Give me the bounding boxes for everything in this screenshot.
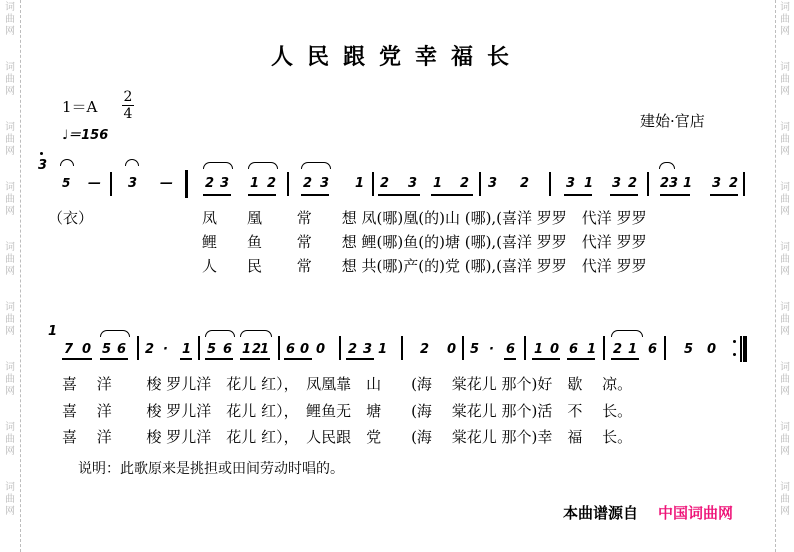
note: 3	[363, 342, 373, 357]
watermark-char: 曲	[780, 434, 790, 445]
watermark-text	[775, 482, 794, 518]
note: 2	[420, 342, 430, 357]
dash: —	[88, 176, 101, 191]
lyric-line-5: 喜 洋 梭 罗儿洋 花儿 红）， 鲤鱼无 塘 (海 棠花儿 那个)活 不 长。	[62, 402, 633, 420]
watermark-char: 词	[5, 122, 15, 133]
note: 5	[207, 342, 217, 357]
note: 0	[550, 342, 560, 357]
note: 1	[378, 342, 388, 357]
bar-line	[479, 172, 481, 196]
note: 1	[587, 342, 597, 357]
note: 1	[260, 342, 270, 357]
watermark-char: 词	[780, 302, 790, 313]
lyric-line-4: 喜 洋 梭 罗儿洋 花儿 红）， 凤凰靠 山 (海 棠花儿 那个)好 歇 凉。	[62, 375, 633, 393]
note: 3	[712, 176, 722, 191]
note: 5	[62, 176, 71, 190]
bar-line	[549, 172, 551, 196]
watermark-char: 网	[5, 86, 15, 97]
watermark-text	[0, 242, 20, 278]
song-origin: 建始·官店	[640, 112, 705, 130]
note: 3	[669, 176, 679, 191]
source-credit	[563, 502, 733, 523]
watermark-char: 网	[5, 206, 15, 217]
bar-line	[743, 172, 745, 196]
watermark-char: 词	[5, 482, 15, 493]
watermark-char: 词	[780, 422, 790, 433]
note: 2	[303, 176, 313, 191]
watermark-char: 网	[5, 446, 15, 457]
note: 0	[82, 342, 92, 357]
dot-note: ·	[163, 342, 168, 357]
watermark-text	[0, 2, 20, 38]
dash: —	[160, 176, 173, 191]
watermark-char: 曲	[5, 14, 15, 25]
fermata	[125, 159, 139, 166]
beam	[504, 358, 516, 360]
note: 2	[205, 176, 215, 191]
slur	[203, 162, 233, 169]
beam	[611, 358, 639, 360]
time-top: 2	[123, 89, 133, 105]
watermark-char: 网	[780, 386, 790, 397]
watermark-char: 词	[5, 182, 15, 193]
note: 1	[584, 176, 594, 191]
note: 1	[242, 342, 252, 357]
note: 3	[612, 176, 622, 191]
watermark-char: 网	[780, 26, 790, 37]
watermark-char: 网	[5, 26, 15, 37]
watermark-char: 网	[5, 146, 15, 157]
note: 2	[628, 176, 638, 191]
note: 2	[252, 342, 262, 357]
watermark-char: 网	[780, 266, 790, 277]
watermark-char: 曲	[5, 374, 15, 385]
note: 6	[117, 342, 127, 357]
beam	[660, 194, 690, 196]
repeat-dot	[733, 353, 736, 356]
watermark-char: 曲	[780, 314, 790, 325]
source-brand-link[interactable]: 中国词曲网	[658, 504, 734, 522]
slur	[240, 330, 272, 337]
slur	[301, 162, 331, 169]
slur	[100, 330, 130, 337]
watermark-char: 曲	[5, 134, 15, 145]
bar-line	[462, 336, 464, 360]
explanation-note: 说明：此歌原来是挑担或田间劳动时唱的。	[78, 461, 344, 477]
watermark-char: 词	[5, 2, 15, 13]
beam	[240, 358, 270, 360]
lyric-line-1: 凤 凰 常 想 凤(哪)凰(的)山 (哪),(喜洋 罗罗 代洋 罗罗	[202, 209, 647, 227]
note: 3	[408, 176, 418, 191]
note: 2	[460, 176, 470, 191]
watermark-char: 网	[780, 86, 790, 97]
repeat-bar	[185, 170, 188, 198]
note: 3	[128, 176, 138, 191]
watermark-char: 曲	[780, 134, 790, 145]
beam	[346, 358, 374, 360]
bar-line	[287, 172, 289, 196]
note: 1	[355, 176, 365, 191]
note: 2	[729, 176, 739, 191]
beam	[205, 358, 233, 360]
bar-line	[278, 336, 280, 360]
note: 3	[320, 176, 330, 191]
bar-line	[372, 172, 374, 196]
key-signature: 1＝A	[62, 98, 98, 116]
note: 6	[648, 342, 658, 357]
quarter-note-icon: ♩	[62, 128, 69, 143]
watermark-char: 网	[780, 146, 790, 157]
beam	[100, 358, 128, 360]
fermata	[659, 162, 675, 169]
note: 3	[566, 176, 576, 191]
watermark-char: 词	[780, 2, 790, 13]
beam	[301, 194, 329, 196]
watermark-char: 曲	[780, 494, 790, 505]
note: 7	[64, 342, 74, 357]
beam	[284, 358, 312, 360]
tempo-value: ＝156	[68, 128, 109, 143]
bar-line	[198, 336, 200, 360]
watermark-char: 词	[780, 362, 790, 373]
watermark-char: 网	[5, 326, 15, 337]
watermark-char: 网	[780, 506, 790, 517]
beam	[567, 358, 595, 360]
beam	[431, 194, 473, 196]
watermark-char: 网	[780, 206, 790, 217]
note: 0	[707, 342, 717, 357]
note: 6	[506, 342, 516, 357]
bar-line	[603, 336, 605, 360]
beam	[564, 194, 592, 196]
note: 2	[348, 342, 358, 357]
notation-staff-1	[0, 150, 794, 200]
watermark-text	[775, 422, 794, 458]
final-bar-thin	[740, 336, 742, 362]
bar-line	[664, 336, 666, 360]
slur	[248, 162, 278, 169]
final-bar-thick	[743, 336, 747, 362]
lyric-line-3: 人 民 常 想 共(哪)产(的)党 (哪),(喜洋 罗罗 代洋 罗罗	[202, 257, 647, 275]
note: 6	[569, 342, 579, 357]
note: 5	[470, 342, 480, 357]
bar-line	[110, 172, 112, 196]
watermark-char: 词	[780, 182, 790, 193]
watermark-char: 曲	[780, 74, 790, 85]
watermark-text	[0, 422, 20, 458]
intro-label: （衣）	[48, 209, 94, 227]
grace-note: 1	[48, 324, 58, 339]
watermark-char: 网	[5, 506, 15, 517]
note: 5	[102, 342, 112, 357]
note: 6	[223, 342, 233, 357]
bar-line	[524, 336, 526, 360]
bar-line	[647, 172, 649, 196]
watermark-char: 词	[5, 242, 15, 253]
source-label: 本曲谱源自	[563, 504, 639, 522]
note: 1	[683, 176, 693, 191]
watermark-char: 词	[780, 62, 790, 73]
watermark-char: 曲	[780, 14, 790, 25]
dot-note: ·	[489, 342, 494, 357]
fermata	[60, 159, 74, 166]
note: 2	[613, 342, 623, 357]
repeat-dot	[733, 340, 736, 343]
watermark-char: 词	[780, 122, 790, 133]
lyric-line-2: 鲤 鱼 常 想 鲤(哪)鱼(的)塘 (哪),(喜洋 罗罗 代洋 罗罗	[202, 233, 647, 251]
beam	[248, 194, 276, 196]
beam	[62, 358, 92, 360]
watermark-char: 曲	[780, 254, 790, 265]
watermark-char: 网	[780, 446, 790, 457]
note: 5	[684, 342, 694, 357]
watermark-char: 曲	[5, 434, 15, 445]
note: 1	[250, 176, 260, 191]
note: 2	[145, 342, 155, 357]
watermark-char: 曲	[5, 254, 15, 265]
beam	[378, 194, 420, 196]
notation-staff-2	[0, 320, 794, 370]
note: 2	[520, 176, 530, 191]
beam	[180, 358, 192, 360]
note: 0	[300, 342, 310, 357]
note: 0	[316, 342, 326, 357]
watermark-char: 曲	[780, 194, 790, 205]
beam	[710, 194, 738, 196]
bar-line	[401, 336, 403, 360]
watermark-text	[775, 242, 794, 278]
watermark-char: 词	[5, 362, 15, 373]
note: 2	[660, 176, 670, 191]
watermark-char: 曲	[5, 74, 15, 85]
note: 1	[433, 176, 443, 191]
watermark-char: 词	[5, 422, 15, 433]
note: 2	[380, 176, 390, 191]
watermark-text	[775, 2, 794, 38]
watermark-char: 词	[5, 62, 15, 73]
watermark-char: 曲	[5, 314, 15, 325]
song-title: 人民跟党幸福长	[270, 45, 523, 70]
watermark-char: 曲	[780, 374, 790, 385]
note: 3	[488, 176, 498, 191]
beam	[532, 358, 560, 360]
beam	[610, 194, 638, 196]
watermark-char: 曲	[5, 194, 15, 205]
beam	[203, 194, 231, 196]
watermark-char: 网	[5, 386, 15, 397]
slur	[205, 330, 235, 337]
grace-note: 3	[38, 158, 48, 173]
watermark-char: 网	[5, 266, 15, 277]
bar-line	[137, 336, 139, 360]
lyric-line-6: 喜 洋 梭 罗儿洋 花儿 红）， 人民跟 党 (海 棠花儿 那个)幸 福 长。	[62, 428, 633, 446]
note: 1	[182, 342, 192, 357]
slur	[611, 330, 643, 337]
bar-line	[339, 336, 341, 360]
note: 3	[220, 176, 230, 191]
watermark-char: 网	[780, 326, 790, 337]
watermark-char: 曲	[5, 494, 15, 505]
time-bottom: 4	[123, 106, 133, 122]
watermark-char: 词	[780, 482, 790, 493]
note: 1	[534, 342, 544, 357]
octave-dot	[40, 152, 43, 155]
note: 1	[628, 342, 638, 357]
watermark-text	[0, 482, 20, 518]
tempo-marking	[62, 124, 108, 143]
watermark-char: 词	[5, 302, 15, 313]
note: 0	[447, 342, 457, 357]
note: 6	[286, 342, 296, 357]
time-signature	[122, 90, 134, 121]
note: 2	[267, 176, 277, 191]
watermark-char: 词	[780, 242, 790, 253]
